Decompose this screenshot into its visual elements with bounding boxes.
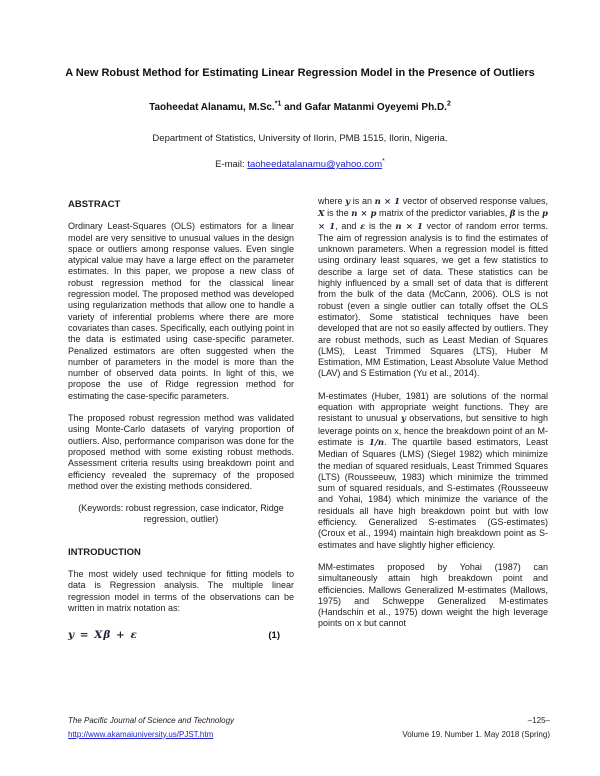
equation-expression: y = Xβ + ε: [68, 629, 138, 642]
body-paragraph-m-estimates: M-estimates (Huber, 1981) are solutions of the normal equation with appropriate weight functions. They are resistant to unusual y observations, but sensitive to high leverage points on x, hence the breakdown point of an M-estimate is 1/n. The quartile based estimators, Least Median of Squares (LMS) (Siegel 1982) which minimize the median of squared residuals, Least Trimmed Squares (LTS) (Rousseeuw, 1983) which minimize the trimmed sum of squared residuals, and S-estimates (Rousseeuw and Yohai, 1984) which minimize the variance of the residuals all have high breakdown point but with low efficiency. Generalized S-estimates (GS-estimates) (Croux et al., 1994) maintain high breakdown point as S-estimates and have slightly higher efficiency.: [318, 390, 548, 550]
footer-journal-title: The Pacific Journal of Science and Technology: [68, 716, 235, 725]
abstract-heading: ABSTRACT: [68, 199, 121, 210]
keywords: (Keywords: robust regression, case indicator, Ridge regression, outlier): [78, 503, 284, 525]
introduction-heading: INTRODUCTION: [68, 546, 141, 558]
footer-page-number: –125–: [527, 716, 550, 725]
footer-right: [402, 714, 550, 741]
abstract-paragraph-1: Ordinary Least-Squares (OLS) estimators for a linear model are very sensitive to unusual values in the design space or outliers among response values. Even single atypical value may have a large effect on the parameter estimates. In this paper, we propose a new class of robust regression method for the classical linear regression model. The proposed method was developed using regularization methods that allow one to handle a variety of inferential problems where there are more covariates than cases. Specifically, each outlying point in the data is estimated using case-specific parameter. Penalized estimators are often suggested when the number of parameters in the model is more than the number of observed data points. In light of this, we propose the use of Ridge regression method for estimating the case-specific parameters.: [68, 221, 294, 401]
footer-left: [68, 714, 234, 741]
affiliation: Department of Statistics, University of Ilorin, PMB 1515, Ilorin, Nigeria.: [152, 133, 448, 144]
introduction-paragraph: The most widely used technique for fitting models to data is Regression analysis. The multiple linear regression model in terms of the observations can be written in matrix notation as:: [68, 569, 294, 613]
body-paragraph-where: where y is an n × 1 vector of observed response values, X is the n × p matrix of the predictor variables, β is the p × 1, and ε is the n × 1 vector of random error terms. The aim of regression analysis is to find the estimates of unknown parameters. When a regression model is fitted using ordinary least squares, we get a few statistics to describe a large set of data. These statistics can be highly influenced by a small set of data that is different from the bulk of the data (McCann, 2006). OLS is not robust (even a single outlier can totally offset the OLS estimator). Some statistical techniques have been developed that are not so easily affected by outliers. They are robust methods, such as Least Median of Squares (LMS), Least Trimmed Squares (LTS), Huber M Estimation, MM Estimation, Least Absolute Value Method (LAV) and S Estimation (Yu et al., 2014).: [318, 196, 549, 379]
email-superscript: *: [382, 157, 385, 165]
page-title: A New Robust Method for Estimating Linear Regression Model in the Presence of Outliers: [65, 67, 535, 79]
abstract-paragraph-2: The proposed robust regression method was validated using Monte-Carlo datasets of varying proportion of outliers. Also, performance comparison was done for the proposed method with some existing robust methods. Assessment criteria results using breakdown point and efficiency revealed the supremacy of the proposed method over the existing methods considered.: [68, 413, 294, 491]
email-link[interactable]: taoheedatalanamu@yahoo.com: [247, 159, 383, 170]
left-column: [68, 199, 294, 642]
authors-line: Taoheedat Alanamu, M.Sc.$^{*1}$ and Gafar Matanmi Oyeyemi Ph.D.$^2$: [149, 100, 451, 113]
paper-header: [38, 66, 562, 170]
equation-1: [68, 630, 294, 641]
email-line: [38, 159, 562, 170]
body-paragraph-mm-estimates: MM-estimates proposed by Yohai (1987) can simultaneously attain high breakdown point and efficiencies. Mallows Generalized M-estimates (Mallows, 1975) and Schweppe Generalized M-estimates (Handschin et al., 1975) down weight the high leverage points on x but cannot: [318, 561, 548, 629]
email-label: E-mail:: [215, 159, 248, 170]
footer-volume: Volume 19. Number 1. May 2018 (Spring): [402, 729, 550, 739]
right-column: [318, 196, 548, 641]
equation-number: (1): [268, 630, 280, 642]
footer-url-link[interactable]: http://www.akamaiuniversity.us/PJST.htm: [68, 729, 214, 739]
